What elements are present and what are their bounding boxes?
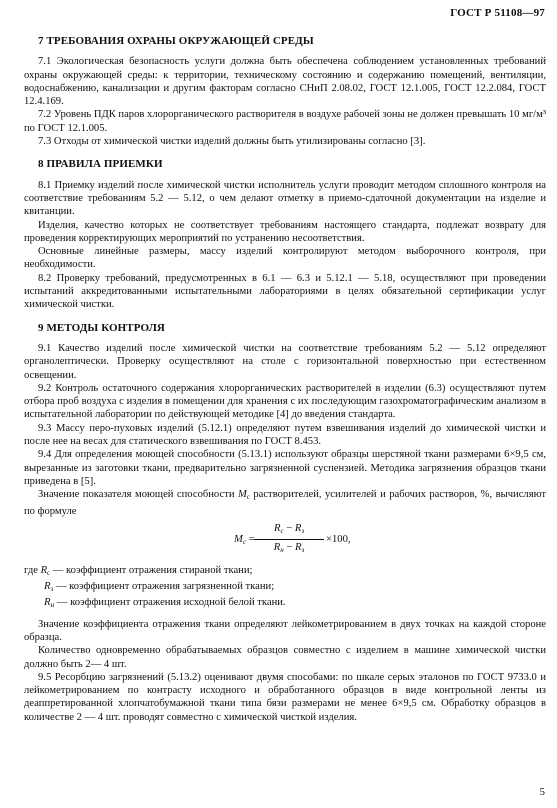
section-7-heading: 7 ТРЕБОВАНИЯ ОХРАНЫ ОКРУЖАЮЩЕЙ СРЕДЫ bbox=[38, 35, 314, 47]
paragraph-8-1-returns: Изделия, качество которых не соответствует требованиям настоящего стандарта, подлежат возврату для проведения корректирующих мероприятий по устранению несоответствия. bbox=[24, 219, 546, 244]
formula-intro-var-sub: c bbox=[246, 493, 250, 502]
paragraph-9-4-formula-intro bbox=[24, 488, 546, 518]
definition-rc: где $R_c$ — коэффициент отражения стираной ткани; bbox=[24, 564, 253, 577]
paragraph-9-3: 9.3 Массу перо-пуховых изделий (5.12.1) определяют путем взвешивания изделий до химической чистки и после нее на весах для статического взвешивания по ГОСТ 8.453. bbox=[24, 422, 546, 448]
formula-intro-text-end: растворителей, усилителей и рабочих растворов, %, вычисляют по формуле bbox=[24, 489, 546, 517]
formula-multiplier: ×100, bbox=[326, 533, 351, 545]
formula-lhs: $M_c$ = bbox=[234, 533, 255, 546]
page-number: 5 bbox=[539, 786, 545, 798]
section-8-heading: 8 ПРАВИЛА ПРИЕМКИ bbox=[38, 158, 163, 171]
document-body bbox=[24, 35, 546, 724]
paragraph-8-1-sampling: Основные линейные размеры, массу изделий контролируют методом выборочного контроля, при необходимости. bbox=[24, 246, 546, 271]
formula-definitions bbox=[24, 564, 546, 613]
paragraph-9-5: 9.5 Ресорбцию загрязнений (5.13.2) оценивают двумя способами: по шкале серых эталонов по ГОСТ 9733.0 и лейкометрированием по контрасту исходного и обработанного образцов в виде контрольной ленты из деаппретированной хлопчатобумажной ткани типа бязи размерами не менее 6×9,5 см. Обработку образцов в количестве 2 — 4 шт. проводят совместно с химической чисткой изделия. bbox=[24, 671, 546, 723]
paragraph-7-3: 7.3 Отходы от химической чистки изделий должны быть утилизированы согласно [3]. bbox=[38, 136, 426, 148]
paragraph-9-4-reflectance: Значение коэффициента отражения ткани определяют лейкометрированием в двух точках на каждой стороне образца. bbox=[24, 618, 546, 643]
paragraph-9-2: 9.2 Контроль остаточного содержания хлорорганических растворителей в изделии (6.3) осуществляют путем отбора проб воздуха с изделия в помещении для хранения с их последующим газохроматографическим анализом в испытательной лаборатории по действующей методике [4] до введения стандарта. bbox=[24, 382, 546, 421]
paragraph-9-4-sample-count: Количество одновременно обрабатываемых образцов совместно с изделием в машине химической чистки должно быть 2— 4 шт. bbox=[24, 645, 546, 670]
section-9-heading: 9 МЕТОДЫ КОНТРОЛЯ bbox=[38, 321, 165, 334]
paragraph-7-1: 7.1 Экологическая безопасность услуги должна быть обеспечена соблюдением установленных требований охраны окружающей среды: к территории, техническому состоянию и содержанию помещений, вентиляции, водоснабжению, канализации и другим факторам согласно СНиП 2.08.02, ГОСТ 12.1.005, ГОСТ 12.2.084, ГОСТ 12.4.169. bbox=[24, 56, 546, 108]
paragraph-8-1: 8.1 Приемку изделий после химической чистки исполнитель услуги проводит методом сплошного контроля на соответствие требованиям 5.2 — 5.12, о чем делают отметку в приемо-сдаточной документации на изделие и квитанции. bbox=[24, 179, 546, 218]
paragraph-8-2: 8.2 Проверку требований, предусмотренных в 6.1 — 6.3 и 5.12.1 — 5.18, осуществляют при проведении испытаний аккредитованными испытательными лабораториями в целях обязательной сертификации услуг химической чистки. bbox=[24, 272, 546, 311]
formula-intro-var: M bbox=[237, 489, 247, 501]
formula-fraction bbox=[254, 522, 324, 558]
formula-numerator: $R_c - R_з$ bbox=[254, 522, 324, 540]
paragraph-9-4: 9.4 Для определения моющей способности (5.13.1) используют образцы шерстяной ткани размерами 6×9,5 см, вырезанные из заготовки ткани, предварительно загрязненной суспензией. Методика загрязнения образцов ткани приведена в [5]. bbox=[24, 449, 546, 487]
paragraph-9-1: 9.1 Качество изделий после химической чистки на соответствие требованиям 5.2 — 5.12 определяют органолептически. Проверку осуществляют на столе с горизонтальной поверхностью при естественном освещении. bbox=[24, 342, 546, 381]
definition-rz: $R_з$ — коэффициент отражения загрязненной ткани; bbox=[44, 581, 275, 594]
paragraph-7-2: 7.2 Уровень ПДК паров хлорорганического растворителя в воздухе рабочей зоны не должен превышать 10 мг/м³ по ГОСТ 12.1.005. bbox=[24, 109, 547, 134]
definition-rn: $R_н$ — коэффициент отражения исходной белой ткани. bbox=[44, 597, 286, 610]
formula-intro-text: Значение показателя моющей способности bbox=[38, 489, 238, 501]
detergency-formula bbox=[24, 520, 546, 560]
formula-denominator: $R_н - R_з$ bbox=[273, 542, 305, 555]
document-code-header: ГОСТ Р 51108—97 bbox=[450, 7, 545, 19]
